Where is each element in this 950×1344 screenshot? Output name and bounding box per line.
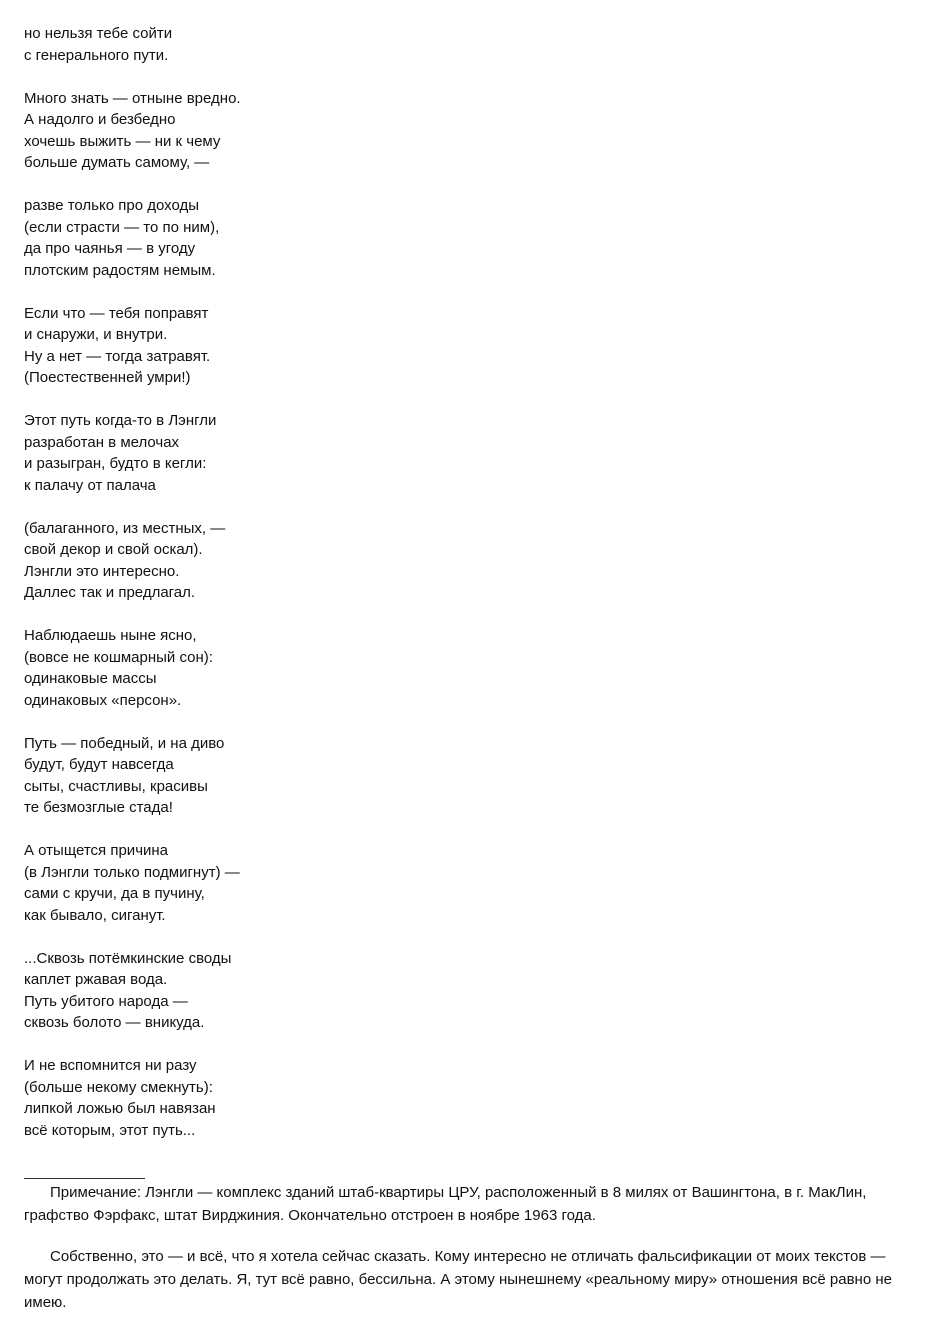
footnote-note: Примечание: Лэнгли — комплекс зданий штаб-квартиры ЦРУ, расположенный в 8 милях от Вашингтона, в г. МакЛин, графство Фэрфакс, штат Вирджиния. Окончательно отстроен в ноябре 1963 года. — [24, 1184, 867, 1224]
poem-line: (балаганного, из местных, — — [24, 519, 226, 537]
poem-line: сквозь болото — вникуда. — [24, 1014, 205, 1031]
poem-line: одинаковые массы — [24, 670, 157, 687]
poem-line: Лэнгли это интересно. — [24, 562, 180, 580]
afterword-paragraph: Собственно, это — и всё, что я хотела сейчас сказать. Кому интересно не отличать фальсификации от моих текстов — могут продолжать это делать. Я, тут всё равно, бессильна. А этому нынешнему «реальному миру» отношения всё равно не имею. — [24, 1248, 892, 1311]
poem-line: те безмозглые стада! — [24, 799, 173, 816]
poem-line: А надолго и безбедно — [24, 111, 176, 128]
poem-line: с генерального пути. — [24, 46, 169, 64]
poem-line: но нельзя тебе сойти — [24, 25, 173, 42]
poem-line: будут, будут навсегда — [24, 756, 174, 773]
stanza-5 — [24, 410, 624, 496]
poem-line: разработан в мелочах — [24, 433, 180, 451]
poem-line: Этот путь когда-то в Лэнгли — [24, 412, 217, 429]
stanza-1 — [24, 23, 624, 66]
poem-line: сами с кручи, да в пучину, — [24, 885, 205, 902]
poem-line: как бывало, сиганут. — [24, 906, 166, 924]
poem-line: к палачу от палача — [24, 476, 156, 494]
stanza-9 — [24, 840, 624, 926]
poem-line: (больше некому смекнуть): — [24, 1078, 213, 1096]
poem-line: Наблюдаешь ныне ясно, — [24, 627, 197, 644]
poem-line: ...Сквозь потёмкинские своды — [24, 949, 232, 967]
poem-line: (если страсти — то по ним), — [24, 218, 220, 236]
stanza-6 — [24, 518, 624, 604]
stanza-4 — [24, 303, 624, 389]
poem-line: хочешь выжить — ни к чему — [24, 132, 221, 150]
poem-line: сыты, счастливы, красивы — [24, 777, 208, 795]
poem-line: Путь убитого народа — — [24, 992, 188, 1010]
footnote-divider — [24, 1178, 145, 1179]
poem-line: липкой ложью был навязан — [24, 1100, 216, 1117]
poem-line: (в Лэнгли только подмигнут) — — [24, 863, 240, 881]
poem-line: Путь — победный, и на диво — [24, 734, 225, 752]
poem-line: одинаковых «персон». — [24, 691, 182, 709]
poem-line: (Поестественней умри!) — [24, 369, 191, 386]
poem-line: да про чаянья — в угоду — [24, 240, 196, 257]
poem-line: Много знать — отныне вредно. — [24, 89, 241, 107]
stanza-2 — [24, 88, 624, 174]
poem-line: Если что — тебя поправят — [24, 304, 209, 322]
poem — [24, 23, 624, 1163]
poem-line: свой декор и свой оскал). — [24, 541, 203, 558]
stanza-7 — [24, 625, 624, 711]
poem-line: Даллес так и предлагал. — [24, 584, 196, 601]
poem-line: больше думать самому, — — [24, 154, 210, 171]
poem-line: А отыщется причина — [24, 842, 169, 859]
poem-line: каплет ржавая вода. — [24, 971, 168, 988]
poem-line: Ну а нет — тогда затравят. — [24, 347, 211, 365]
poem-line: разве только про доходы — [24, 197, 200, 214]
poem-line: И не вспомнится ни разу — [24, 1057, 197, 1074]
stanza-11 — [24, 1055, 624, 1141]
poem-line: плотским радостям немым. — [24, 261, 216, 279]
poem-line: (вовсе не кошмарный сон): — [24, 648, 213, 666]
stanza-3 — [24, 195, 624, 281]
poem-line: и снаружи, и внутри. — [24, 326, 168, 343]
poem-line: всё которым, этот путь... — [24, 1121, 196, 1139]
stanza-8 — [24, 733, 624, 819]
stanza-10 — [24, 948, 624, 1034]
poem-line: и разыгран, будто в кегли: — [24, 455, 207, 472]
